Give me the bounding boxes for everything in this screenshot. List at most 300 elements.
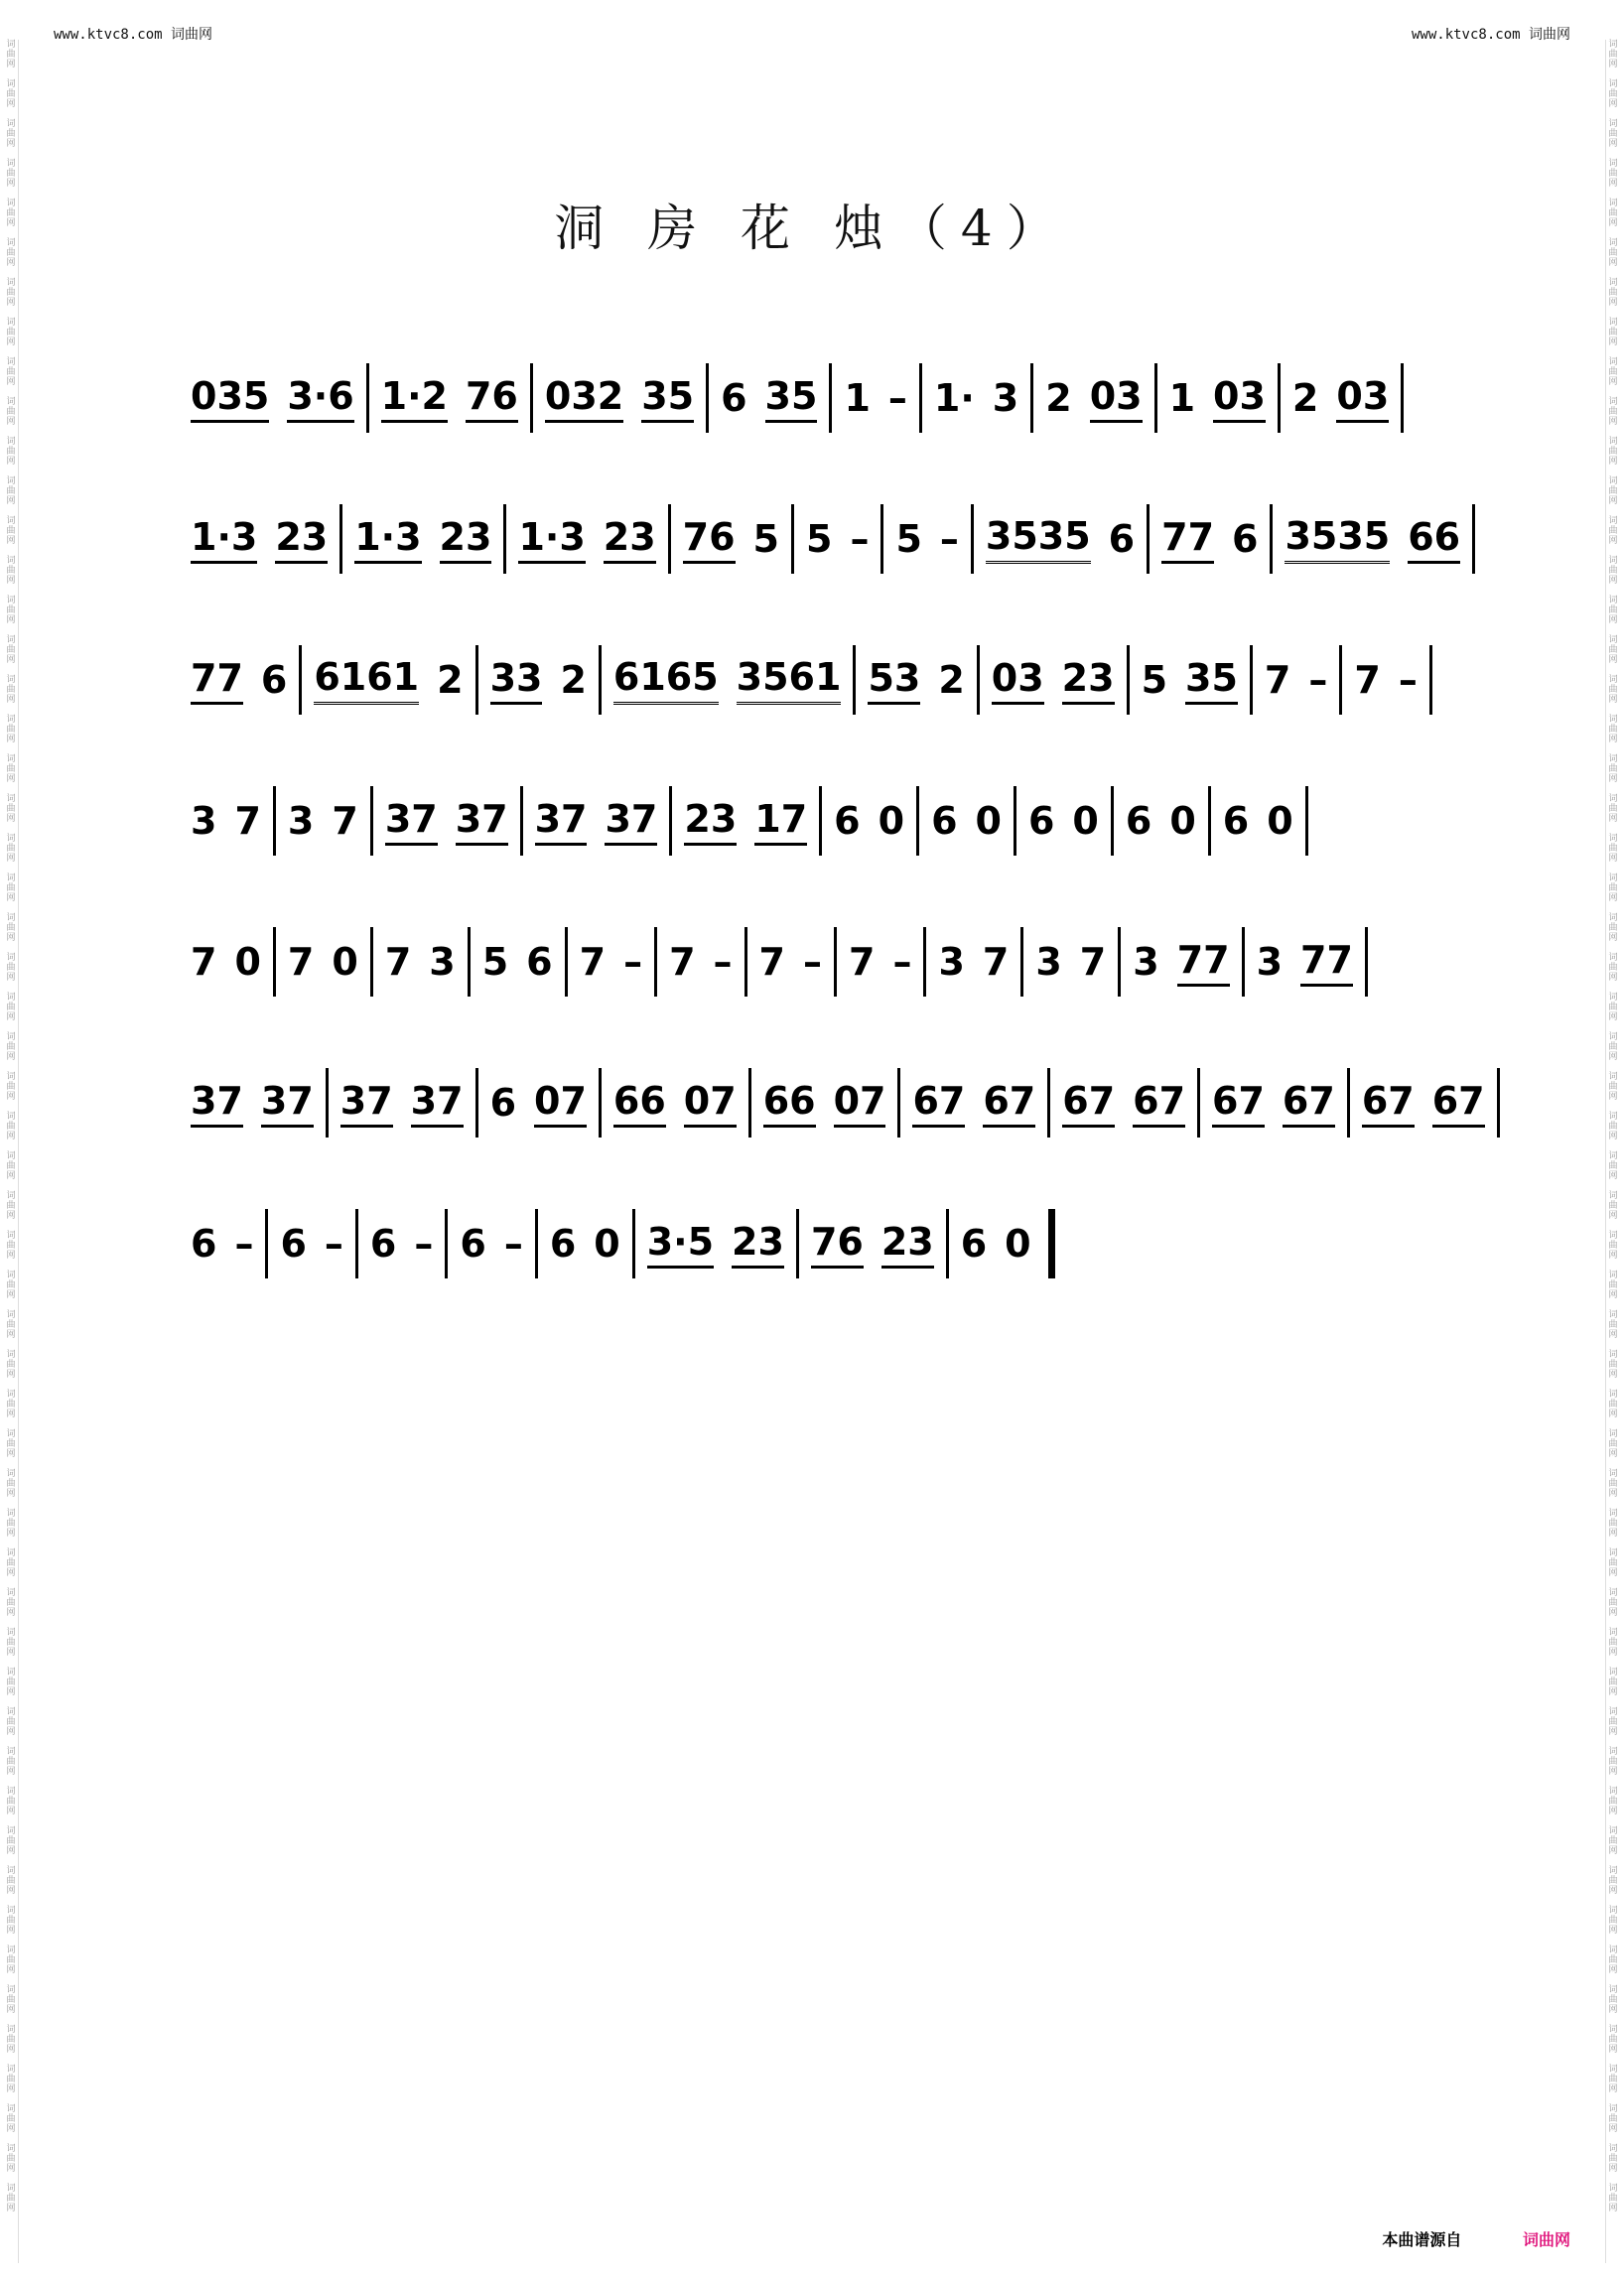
note-group: – — [939, 517, 959, 561]
note-group: 66 — [1408, 515, 1460, 564]
measure — [478, 645, 599, 715]
note-group: 0 — [1267, 799, 1293, 843]
measure — [832, 363, 918, 433]
page-title: 洞 房 花 烛（4） — [554, 200, 1070, 257]
measure — [276, 786, 370, 856]
note-group: 37 — [340, 1079, 393, 1128]
note-group: 67 — [1212, 1079, 1265, 1128]
side-watermark: 词曲网 — [6, 437, 16, 467]
footer-brand[interactable]: 词曲网 — [1522, 2230, 1570, 2249]
note-group: – — [802, 940, 822, 984]
note-group: 6 — [834, 799, 861, 843]
note-group: 67 — [912, 1079, 965, 1128]
side-watermark: 词曲网 — [6, 476, 16, 506]
note-group: 6 — [1108, 517, 1136, 561]
side-watermark: 词曲网 — [6, 1112, 16, 1141]
side-watermark: 词曲网 — [1608, 873, 1618, 903]
measure — [179, 645, 299, 715]
side-watermark: 词曲网 — [6, 238, 16, 268]
measure — [1130, 645, 1250, 715]
note-group: 5 — [481, 940, 509, 984]
note-group: – — [850, 517, 870, 561]
measure — [373, 786, 520, 856]
note-group: 23 — [881, 1220, 934, 1269]
measure — [179, 1209, 265, 1278]
header-right-url[interactable]: www.ktvc8.com — [1411, 27, 1521, 43]
side-watermark: 词曲网 — [1608, 1072, 1618, 1102]
side-watermark: 词曲网 — [1608, 913, 1618, 943]
note-group: 7 — [332, 799, 358, 843]
note-group: 6 — [1027, 799, 1055, 843]
footer — [1382, 2227, 1570, 2250]
note-group: 7 — [848, 940, 876, 984]
measure — [506, 504, 667, 574]
note-group: 17 — [754, 797, 807, 846]
measure — [179, 1068, 326, 1138]
score-row — [179, 891, 1439, 1032]
side-watermark: 词曲网 — [6, 1310, 16, 1340]
measure — [179, 363, 366, 433]
measure — [276, 927, 370, 997]
note-group: 7 — [234, 799, 261, 843]
side-watermark: 词曲网 — [6, 1390, 16, 1419]
measure — [949, 1209, 1043, 1278]
note-group: 1 — [844, 376, 871, 420]
side-watermark: 词曲网 — [1608, 1985, 1618, 2015]
note-group: 23 — [684, 797, 737, 846]
side-watermark: 词曲网 — [6, 1588, 16, 1618]
barline — [1305, 786, 1308, 856]
score-row — [179, 469, 1461, 609]
side-watermark: 词曲网 — [6, 278, 16, 308]
note-group: 67 — [1283, 1079, 1335, 1128]
measure — [1121, 927, 1241, 997]
side-watermark: 词曲网 — [1608, 794, 1618, 824]
measure — [329, 1068, 475, 1138]
side-watermark: 词曲网 — [1608, 1866, 1618, 1896]
note-group: 07 — [684, 1079, 737, 1128]
note-group: 76 — [683, 515, 736, 564]
measure — [1350, 1068, 1497, 1138]
note-group: 37 — [261, 1079, 314, 1128]
note-group: 5 — [752, 517, 779, 561]
note-group: – — [1308, 658, 1328, 702]
note-group: 3 — [287, 799, 315, 843]
side-watermark: 词曲网 — [6, 1231, 16, 1261]
note-group: 0 — [234, 940, 261, 984]
side-watermark: 词曲网 — [1608, 1390, 1618, 1419]
side-watermark: 词曲网 — [1608, 79, 1618, 109]
barline — [1497, 1068, 1500, 1138]
side-watermark: 词曲网 — [6, 675, 16, 705]
side-watermark: 词曲网 — [6, 1906, 16, 1936]
side-watermark: 词曲网 — [6, 1747, 16, 1777]
note-group: 6 — [526, 940, 553, 984]
note-group: – — [887, 376, 907, 420]
side-watermark: 词曲网 — [1608, 2065, 1618, 2094]
measure — [179, 504, 339, 574]
side-watermark: 词曲网 — [1608, 357, 1618, 387]
side-watermark: 词曲网 — [1608, 437, 1618, 467]
measure — [672, 786, 819, 856]
side-watermark: 词曲网 — [1608, 1509, 1618, 1539]
note-group: 6 — [191, 1222, 217, 1266]
side-watermark: 词曲网 — [1608, 238, 1618, 268]
note-group: 1·3 — [354, 515, 421, 564]
side-watermark: 词曲网 — [1608, 635, 1618, 665]
note-group: 032 — [545, 374, 623, 423]
barline — [1401, 363, 1404, 433]
note-group: 3·5 — [647, 1220, 714, 1269]
note-group: 37 — [191, 1079, 243, 1128]
note-group: 03 — [1336, 374, 1389, 423]
note-group: 5 — [895, 517, 922, 561]
side-watermark: 词曲网 — [1608, 2104, 1618, 2134]
note-group: 6161 — [314, 655, 419, 705]
left-margin-strip — [4, 40, 19, 2263]
note-group: 3 — [1035, 940, 1062, 984]
measure — [268, 1209, 354, 1278]
note-group: 23 — [1062, 656, 1115, 705]
measure — [751, 1068, 898, 1138]
side-watermark: 词曲网 — [6, 357, 16, 387]
side-watermark: 词曲网 — [6, 1350, 16, 1380]
note-group: 7 — [1354, 658, 1381, 702]
side-watermark: 词曲网 — [6, 1945, 16, 1975]
side-watermark: 词曲网 — [6, 516, 16, 546]
note-group: 76 — [466, 374, 518, 423]
note-group: 37 — [385, 797, 438, 846]
measure — [179, 927, 273, 997]
side-watermark: 词曲网 — [1608, 953, 1618, 983]
side-watermark: 词曲网 — [1608, 715, 1618, 744]
side-watermark: 词曲网 — [1608, 1271, 1618, 1300]
header-right-site: 词曲网 — [1529, 27, 1570, 43]
side-watermark: 词曲网 — [1608, 993, 1618, 1022]
side-watermark: 词曲网 — [1608, 2144, 1618, 2174]
note-group: 23 — [732, 1220, 784, 1269]
measure — [980, 645, 1127, 715]
note-group: 03 — [1090, 374, 1143, 423]
barline — [1472, 504, 1475, 574]
note-group: 67 — [1362, 1079, 1415, 1128]
note-group: 1·3 — [191, 515, 257, 564]
measure — [342, 504, 503, 574]
side-watermark: 词曲网 — [6, 397, 16, 427]
measure — [799, 1209, 946, 1278]
side-watermark: 词曲网 — [1608, 119, 1618, 149]
measure — [922, 363, 1030, 433]
measure — [533, 363, 706, 433]
measure — [1273, 504, 1472, 574]
note-group: 77 — [191, 656, 243, 705]
measure — [1211, 786, 1305, 856]
measure — [538, 1209, 632, 1278]
side-watermark: 词曲网 — [1608, 278, 1618, 308]
note-group: 03 — [1213, 374, 1266, 423]
side-watermark: 词曲网 — [6, 1787, 16, 1816]
note-group: – — [414, 1222, 434, 1266]
note-group: 7 — [669, 940, 696, 984]
side-watermark: 词曲网 — [1608, 1112, 1618, 1141]
side-watermark: 词曲网 — [1608, 1032, 1618, 1062]
side-watermark: 词曲网 — [6, 40, 16, 69]
measure — [974, 504, 1147, 574]
note-group: 7 — [1264, 658, 1291, 702]
note-group: 2 — [1291, 376, 1319, 420]
note-group: 6 — [460, 1222, 486, 1266]
side-watermark: 词曲网 — [6, 873, 16, 903]
note-group: – — [713, 940, 733, 984]
note-group: 3 — [938, 940, 965, 984]
measure — [1150, 504, 1270, 574]
side-watermark: 词曲网 — [1608, 516, 1618, 546]
measure — [302, 645, 474, 715]
measure — [1033, 363, 1153, 433]
side-watermark: 词曲网 — [1608, 1469, 1618, 1499]
side-watermark: 词曲网 — [6, 2104, 16, 2134]
barline — [1365, 927, 1368, 997]
note-group: 7 — [191, 940, 217, 984]
note-group: 7 — [384, 940, 412, 984]
note-group: 67 — [983, 1079, 1035, 1128]
side-watermark: 词曲网 — [6, 119, 16, 149]
side-watermark: 词曲网 — [1608, 1787, 1618, 1816]
side-watermark: 词曲网 — [6, 1826, 16, 1856]
note-group: 66 — [763, 1079, 816, 1128]
measure — [709, 363, 829, 433]
side-watermark: 词曲网 — [1608, 476, 1618, 506]
side-watermark: 词曲网 — [1608, 2025, 1618, 2055]
side-watermark: 词曲网 — [6, 1985, 16, 2015]
note-group: 2 — [437, 658, 464, 702]
side-watermark: 词曲网 — [6, 2184, 16, 2213]
note-group: 0 — [1169, 799, 1196, 843]
score-sheet — [179, 328, 1485, 1314]
measure — [926, 927, 1020, 997]
note-group: 3 — [429, 940, 456, 984]
note-group: 0 — [1072, 799, 1099, 843]
measure — [448, 1209, 534, 1278]
side-watermark: 词曲网 — [1608, 1588, 1618, 1618]
measure — [856, 645, 976, 715]
note-group: 6 — [721, 376, 747, 420]
note-group: 7 — [579, 940, 607, 984]
note-group: 7 — [758, 940, 785, 984]
measure — [635, 1209, 796, 1278]
right-margin-strip — [1605, 40, 1620, 2263]
measure — [358, 1209, 445, 1278]
note-group: 77 — [1300, 938, 1353, 987]
side-watermark: 词曲网 — [1608, 1191, 1618, 1221]
side-watermark: 词曲网 — [6, 794, 16, 824]
note-group: 23 — [604, 515, 656, 564]
note-group: 76 — [811, 1220, 864, 1269]
note-group: 23 — [440, 515, 492, 564]
note-group: 37 — [605, 797, 657, 846]
measure — [671, 504, 791, 574]
score-row — [179, 750, 1439, 891]
note-group: 6 — [280, 1222, 307, 1266]
measure — [1023, 927, 1118, 997]
note-group: 2 — [938, 658, 965, 702]
score-row — [179, 328, 1439, 469]
header-left — [54, 24, 212, 44]
side-watermark: 词曲网 — [6, 635, 16, 665]
note-group: 35 — [1185, 656, 1238, 705]
note-group: 35 — [641, 374, 694, 423]
side-watermark: 词曲网 — [1608, 675, 1618, 705]
note-group: 3535 — [1285, 514, 1390, 564]
measure — [883, 504, 970, 574]
measure — [568, 927, 654, 997]
measure — [1342, 645, 1428, 715]
barline — [1429, 645, 1432, 715]
measure — [1200, 1068, 1347, 1138]
side-watermark: 词曲网 — [1608, 556, 1618, 586]
measure — [657, 927, 744, 997]
note-group: 37 — [411, 1079, 464, 1128]
side-watermark: 词曲网 — [1608, 199, 1618, 228]
note-group: – — [324, 1222, 343, 1266]
side-watermark: 词曲网 — [6, 1548, 16, 1578]
note-group: – — [1398, 658, 1418, 702]
note-group: 6 — [549, 1222, 577, 1266]
side-watermark: 词曲网 — [6, 2025, 16, 2055]
header-left-site: 词曲网 — [171, 27, 213, 43]
note-group: 1· — [933, 376, 975, 420]
note-group: 6 — [1232, 517, 1259, 561]
side-watermark: 词曲网 — [6, 1151, 16, 1181]
measure — [373, 927, 468, 997]
side-watermark: 词曲网 — [6, 1866, 16, 1896]
note-group: 77 — [1161, 515, 1214, 564]
measure — [471, 927, 565, 997]
note-group: 35 — [765, 374, 818, 423]
note-group: 67 — [1133, 1079, 1185, 1128]
measure — [822, 786, 916, 856]
note-group: 6 — [489, 1081, 517, 1125]
note-group: 5 — [806, 517, 833, 561]
side-watermark: 词曲网 — [1608, 1826, 1618, 1856]
note-group: 0 — [1005, 1222, 1031, 1266]
side-watermark: 词曲网 — [1608, 1310, 1618, 1340]
note-group: 2 — [1045, 376, 1072, 420]
side-watermark: 词曲网 — [6, 556, 16, 586]
note-group: 7 — [1079, 940, 1107, 984]
note-group: 6 — [1222, 799, 1250, 843]
note-group: 1·3 — [518, 515, 585, 564]
side-watermark: 词曲网 — [1608, 1906, 1618, 1936]
note-group: 67 — [1062, 1079, 1115, 1128]
side-watermark: 词曲网 — [6, 993, 16, 1022]
measure — [1281, 363, 1401, 433]
side-watermark: 词曲网 — [6, 1072, 16, 1102]
note-group: 0 — [594, 1222, 620, 1266]
side-watermark: 词曲网 — [1608, 754, 1618, 784]
side-watermark: 词曲网 — [1608, 1707, 1618, 1737]
measure — [1245, 927, 1365, 997]
measure — [900, 1068, 1047, 1138]
side-watermark: 词曲网 — [1608, 1548, 1618, 1578]
side-watermark: 词曲网 — [1608, 834, 1618, 864]
side-watermark: 词曲网 — [1608, 1151, 1618, 1181]
note-group: 6165 — [613, 655, 719, 705]
header-left-url[interactable]: www.ktvc8.com — [54, 27, 163, 43]
measure — [1050, 1068, 1197, 1138]
side-watermark: 词曲网 — [6, 1429, 16, 1459]
side-watermark: 词曲网 — [6, 596, 16, 625]
side-watermark: 词曲网 — [6, 1707, 16, 1737]
side-watermark: 词曲网 — [6, 913, 16, 943]
note-group: 3535 — [986, 514, 1091, 564]
header-right — [1412, 24, 1570, 44]
score-row — [179, 609, 1439, 750]
side-watermark: 词曲网 — [1608, 397, 1618, 427]
side-watermark: 词曲网 — [6, 2065, 16, 2094]
side-watermark: 词曲网 — [6, 1032, 16, 1062]
side-watermark: 词曲网 — [6, 2144, 16, 2174]
note-group: 3 — [992, 376, 1019, 420]
note-group: 77 — [1177, 938, 1230, 987]
note-group: 67 — [1432, 1079, 1485, 1128]
side-watermark: 词曲网 — [6, 715, 16, 744]
side-watermark: 词曲网 — [1608, 1628, 1618, 1658]
note-group: – — [892, 940, 912, 984]
measure — [602, 1068, 748, 1138]
side-watermark: 词曲网 — [1608, 159, 1618, 189]
measure — [179, 786, 273, 856]
note-group: 5 — [1141, 658, 1168, 702]
side-watermark: 词曲网 — [6, 1668, 16, 1697]
side-watermark: 词曲网 — [6, 1271, 16, 1300]
note-group: 0 — [975, 799, 1002, 843]
measure — [837, 927, 923, 997]
side-watermark: 词曲网 — [6, 1509, 16, 1539]
note-group: 6 — [1125, 799, 1152, 843]
note-group: 23 — [275, 515, 328, 564]
note-group: 3 — [1256, 940, 1284, 984]
side-watermark: 词曲网 — [6, 834, 16, 864]
note-group: 07 — [834, 1079, 886, 1128]
note-group: 33 — [490, 656, 543, 705]
note-group: 3561 — [737, 655, 842, 705]
note-group: 0 — [878, 799, 905, 843]
side-watermark: 词曲网 — [1608, 318, 1618, 347]
note-group: 2 — [560, 658, 587, 702]
side-watermark: 词曲网 — [6, 1191, 16, 1221]
side-watermark: 词曲网 — [1608, 2184, 1618, 2213]
note-group: 035 — [191, 374, 269, 423]
note-group: – — [234, 1222, 254, 1266]
note-group: 7 — [287, 940, 315, 984]
side-watermark: 词曲网 — [1608, 1231, 1618, 1261]
measure — [1016, 786, 1111, 856]
note-group: 53 — [868, 656, 920, 705]
side-watermark: 词曲网 — [6, 953, 16, 983]
measure — [1157, 363, 1278, 433]
measure — [523, 786, 670, 856]
note-group: 6 — [260, 658, 288, 702]
side-watermark: 词曲网 — [1608, 1350, 1618, 1380]
note-group: 1 — [1168, 376, 1196, 420]
note-group: 37 — [456, 797, 508, 846]
note-group: 3 — [1133, 940, 1159, 984]
note-group: 66 — [613, 1079, 666, 1128]
measure — [369, 363, 530, 433]
side-watermark: 词曲网 — [6, 318, 16, 347]
note-group: 07 — [534, 1079, 587, 1128]
